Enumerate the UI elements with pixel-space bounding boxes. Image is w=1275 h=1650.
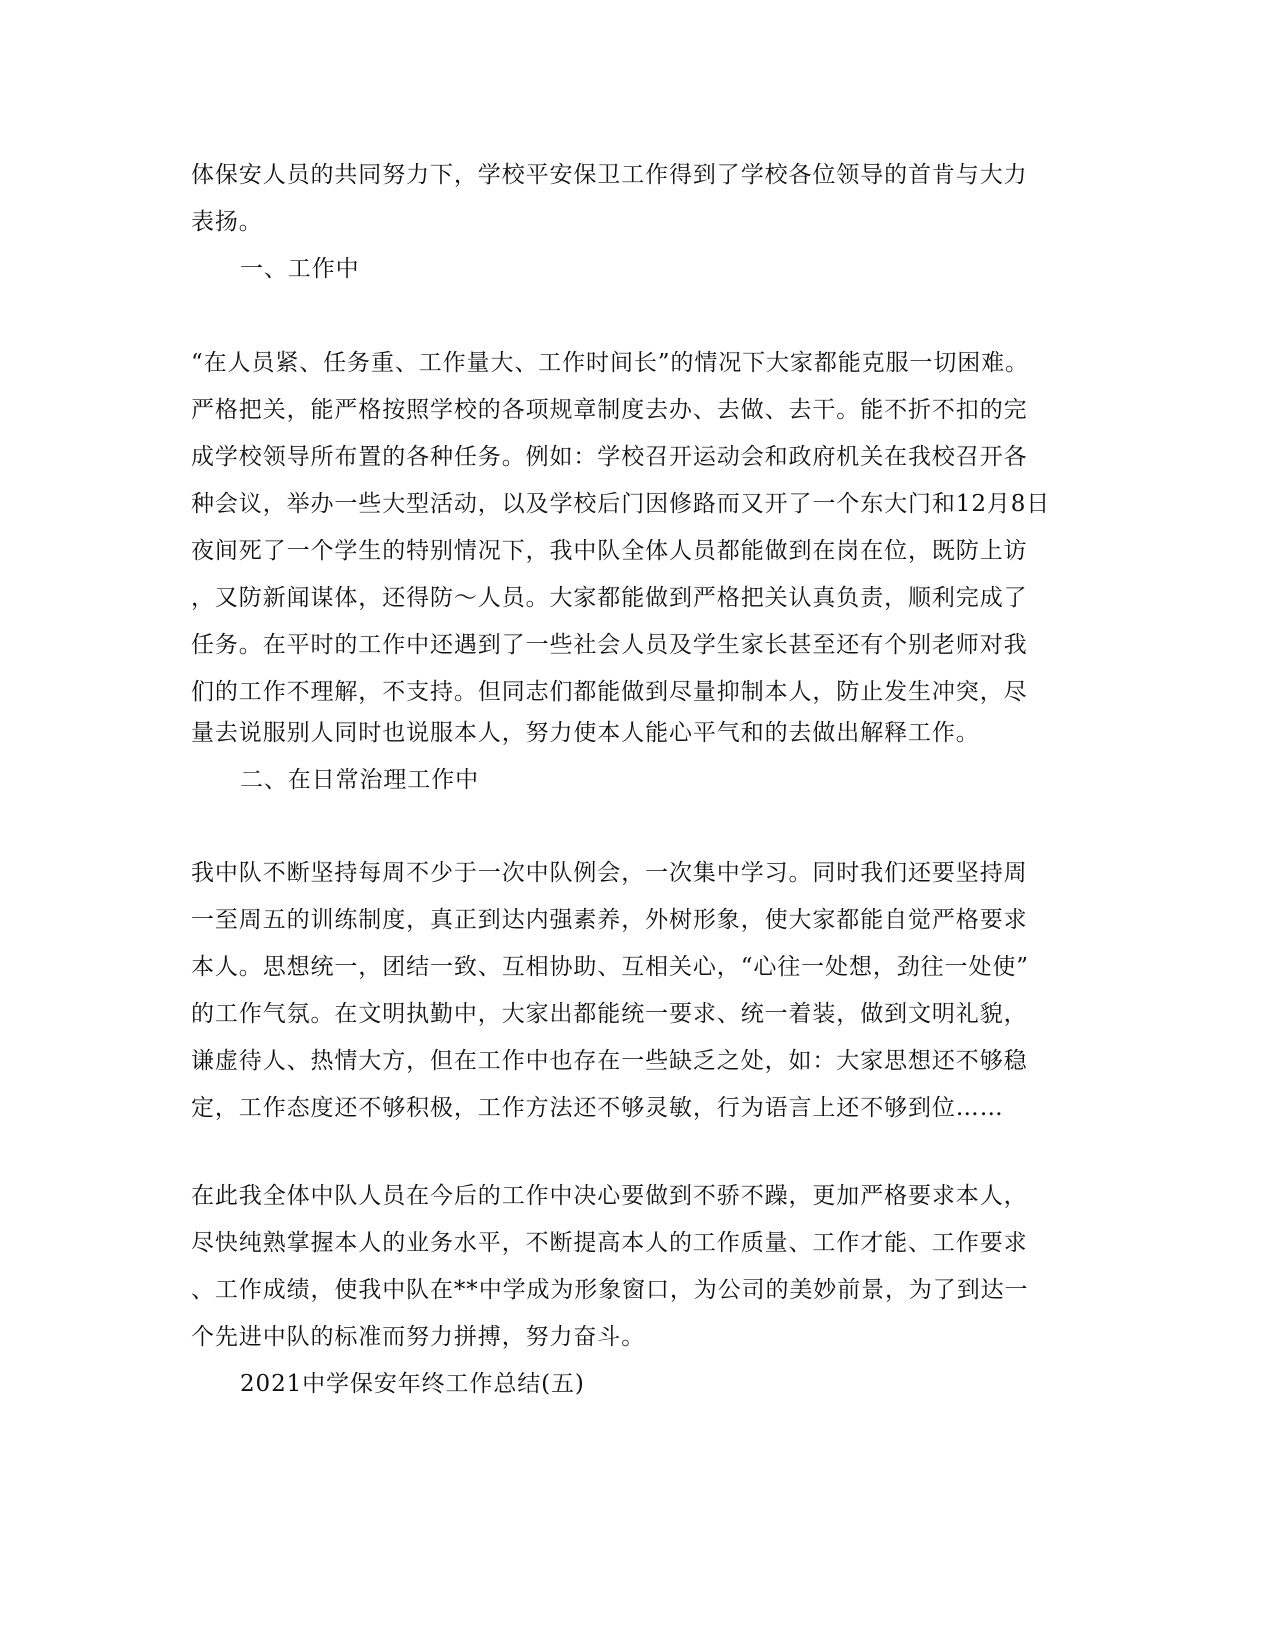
paragraph-line: 表扬。 bbox=[191, 209, 263, 235]
document-section-title: 2021中学保安年终工作总结(五) bbox=[240, 1371, 585, 1397]
paragraph-line: 种会议，举办一些大型活动，以及学校后门因修路而又开了一个东大门和12月8日 bbox=[191, 491, 1051, 517]
paragraph-line: 严格把关，能严格按照学校的各项规章制度去办、去做、去干。能不折不扣的完 bbox=[191, 397, 1028, 423]
paragraph-line: 、工作成绩，使我中队在**中学成为形象窗口，为公司的美妙前景，为了到达一 bbox=[191, 1277, 1029, 1303]
paragraph-line: 成学校领导所布置的各种任务。例如：学校召开运动会和政府机关在我校召开各 bbox=[191, 444, 1028, 470]
paragraph-line: ，又防新闻谋体，还得防～人员。大家都能做到严格把关认真负责，顺利完成了 bbox=[191, 585, 1028, 611]
paragraph-line: 夜间死了一个学生的特别情况下，我中队全体人员都能做到在岗在位，既防上访 bbox=[191, 538, 1028, 564]
paragraph-line: 本人。思想统一，团结一致、互相协助、互相关心，“心往一处想，劲往一处使” bbox=[191, 954, 1029, 980]
section-heading-work: 一、工作中 bbox=[240, 256, 360, 282]
paragraph-line: 个先进中队的标准而努力拼搏，努力奋斗。 bbox=[191, 1324, 646, 1350]
section-heading-daily-management: 二、在日常治理工作中 bbox=[240, 767, 479, 793]
paragraph-line: 一至周五的训练制度，真正到达内强素养，外树形象，使大家都能自觉严格要求 bbox=[191, 907, 1028, 933]
paragraph-line: 在此我全体中队人员在今后的工作中决心要做到不骄不躁，更加严格要求本人， bbox=[191, 1183, 1028, 1209]
paragraph-line: 尽快纯熟掌握本人的业务水平，不断提高本人的工作质量、工作才能、工作要求 bbox=[191, 1230, 1028, 1256]
paragraph-line: 任务。在平时的工作中还遇到了一些社会人员及学生家长甚至还有个别老师对我 bbox=[191, 632, 1028, 658]
paragraph-line: 量去说服别人同时也说服本人，努力使本人能心平气和的去做出解释工作。 bbox=[191, 720, 980, 746]
paragraph-line: 我中队不断坚持每周不少于一次中队例会，一次集中学习。同时我们还要坚持周 bbox=[191, 860, 1028, 886]
paragraph-line: 谦虚待人、热情大方，但在工作中也存在一些缺乏之处，如：大家思想还不够稳 bbox=[191, 1048, 1028, 1074]
paragraph-line: 体保安人员的共同努力下，学校平安保卫工作得到了学校各位领导的首肯与大力 bbox=[191, 162, 1028, 188]
paragraph-line: 定，工作态度还不够积极，工作方法还不够灵敏，行为语言上还不够到位…… bbox=[191, 1095, 1004, 1121]
paragraph-line: “在人员紧、任务重、工作量大、工作时间长”的情况下大家都能克服一切困难。 bbox=[191, 350, 1029, 376]
paragraph-line: 们的工作不理解，不支持。但同志们都能做到尽量抑制本人，防止发生冲突，尽 bbox=[191, 679, 1028, 705]
paragraph-line: 的工作气氛。在文明执勤中，大家出都能统一要求、统一着装，做到文明礼貌， bbox=[191, 1001, 1028, 1027]
